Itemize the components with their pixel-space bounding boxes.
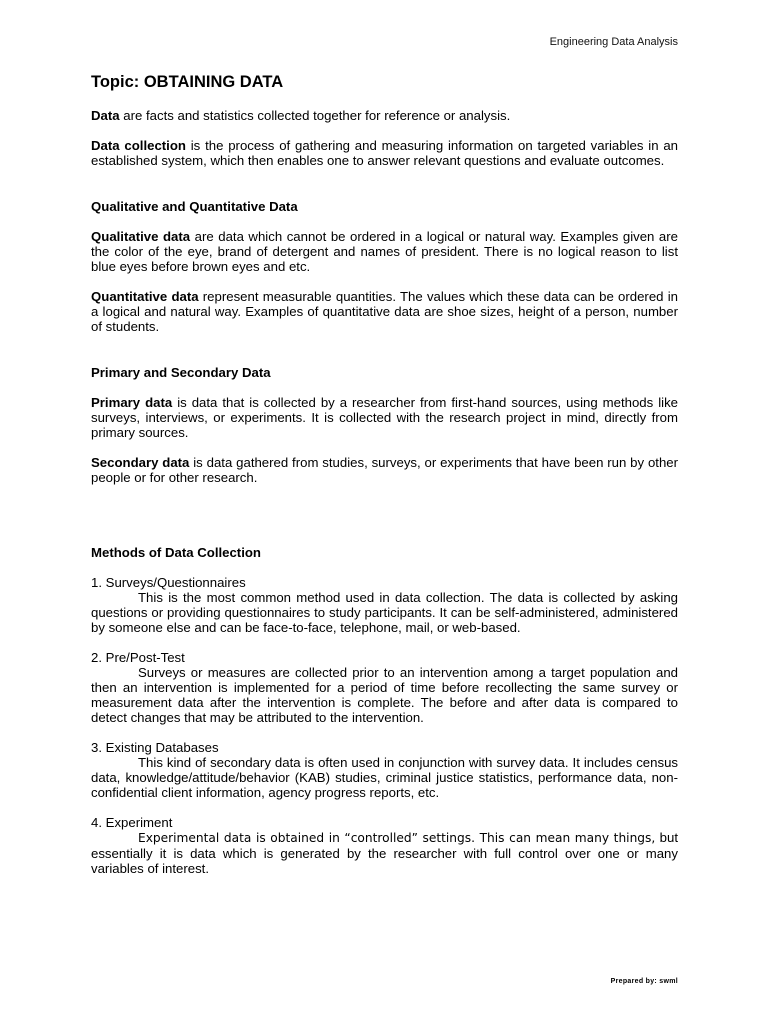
section-heading-prim-sec: Primary and Secondary Data	[91, 365, 271, 380]
method-body-surveys: This is the most common method used in data collection. The data is collected by asking questions or providing questionnaires to study participants. It can be self-administered, administered by someone else and can be face-to-face, telephone, mail, or web-based.	[91, 590, 678, 635]
primary-def-text: is data that is collected by a researcher from first-hand sources, using methods like surveys, interviews, or experiments. It is collected with the research project in mind, directly from primary sources.	[91, 395, 678, 440]
method-title-pre-post-test: 2. Pre/Post-Test	[91, 650, 185, 665]
qualitative-term: Qualitative data	[91, 229, 191, 244]
quantitative-definition	[91, 289, 678, 334]
prepared-by-footer: Prepared by: swml	[610, 978, 678, 985]
running-header: Engineering Data Analysis	[549, 36, 678, 48]
primary-term: Primary data	[91, 395, 173, 410]
method-body-experiment	[91, 830, 678, 876]
method-body-pre-post-test: Surveys or measures are collected prior to an intervention among a target population and then an intervention is implemented for a period of time before recollecting the same survey or measurement data after the intervention is complete. The before and after data is compared to detect changes that may be attributed to the intervention.	[91, 665, 678, 725]
section-heading-methods: Methods of Data Collection	[91, 545, 261, 560]
method-title-existing-databases: 3. Existing Databases	[91, 740, 219, 755]
qualitative-def-text: are data which cannot be ordered in a logical or natural way. Examples given are the color of the eye, brand of detergent and names of president. There is no logical reason to list blue eyes before brown eyes and etc.	[91, 229, 678, 274]
quantitative-def-text: represent measurable quantities. The values which these data can be ordered in a logical and natural way. Examples of quantitative data are shoe sizes, height of a person, number of students.	[91, 289, 678, 334]
experiment-first-line: Experimental data is obtained in “controlled” settings. This can mean many things,	[138, 831, 656, 845]
qualitative-definition	[91, 229, 678, 274]
section-heading-qual-quant: Qualitative and Quantitative Data	[91, 199, 298, 214]
method-body-existing-databases: This kind of secondary data is often used in conjunction with survey data. It includes census data, knowledge/attitude/behavior (KAB) studies, criminal justice statistics, performance data, non-confidential client information, agency progress reports, etc.	[91, 755, 678, 800]
data-definition	[91, 108, 678, 123]
quantitative-term: Quantitative data	[91, 289, 199, 304]
secondary-def-text: is data gathered from studies, surveys, or experiments that have been run by other people or for other research.	[91, 455, 679, 485]
experiment-rest: but essentially it is data which is generated by the researcher with full control over one or many variables of interest.	[91, 830, 678, 876]
page-title: Topic: OBTAINING DATA	[91, 73, 284, 91]
data-term: Data	[91, 108, 120, 123]
data-collection-definition	[91, 138, 678, 168]
secondary-definition	[91, 455, 678, 485]
page-content	[91, 68, 678, 891]
data-collection-term: Data collection	[91, 138, 186, 153]
method-title-surveys: 1. Surveys/Questionnaires	[91, 575, 246, 590]
data-collection-def-text: is the process of gathering and measuring information on targeted variables in an established system, which then enables one to answer relevant questions and evaluate outcomes.	[91, 138, 678, 168]
primary-definition	[91, 395, 678, 440]
data-def-text: are facts and statistics collected together for reference or analysis.	[119, 108, 511, 123]
method-title-experiment: 4. Experiment	[91, 815, 173, 830]
secondary-term: Secondary data	[91, 455, 190, 470]
